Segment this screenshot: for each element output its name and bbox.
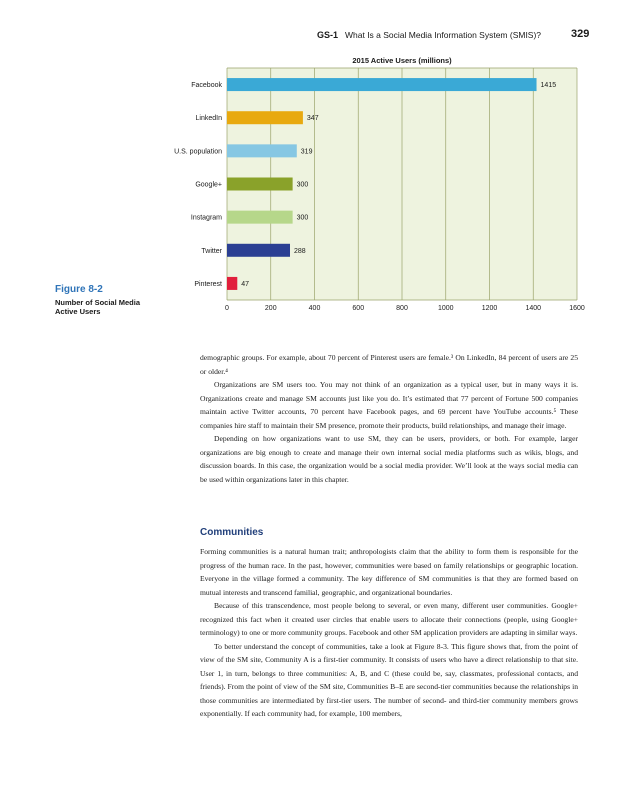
category-label: Google+: [195, 181, 222, 189]
header-title: What Is a Social Media Information System (SMIS)?: [345, 30, 542, 40]
category-label: Twitter: [201, 247, 222, 255]
bar: [227, 78, 537, 91]
body-upper: [200, 351, 578, 486]
category-label: Instagram: [190, 214, 222, 222]
bar: [227, 178, 293, 191]
bar: [227, 277, 237, 290]
paragraph-1: demographic groups. For example, about 70 percent of Pinterest users are female.³ On LinkedIn, 84 percent of users are 25 or older.⁴: [200, 353, 578, 376]
paragraph-3: Depending on how organizations want to use SM, they can be users, providers, or both. For example, larger organizations are big enough to create and manage their own internal social media platforms such as wikis, blogs, and discussion boards. In this case, the organization would be a social media provider. We’ll look at the ways social media can be used within organizations later in this chapter.: [200, 434, 578, 484]
value-label: 288: [294, 247, 306, 255]
category-label: Pinterest: [194, 280, 222, 288]
value-label: 319: [300, 148, 313, 156]
value-label: 347: [306, 115, 319, 123]
bar: [227, 111, 303, 124]
bar: [227, 144, 297, 157]
chart-title: 2015 Active Users (millions): [352, 56, 452, 65]
x-tick-label: 0: [225, 305, 229, 312]
category-label: Facebook: [191, 82, 222, 90]
body-lower: [200, 545, 578, 721]
x-tick-label: 600: [352, 305, 365, 312]
category-label: U.S. population: [174, 148, 222, 156]
x-tick-label: 200: [264, 305, 277, 312]
bar: [227, 211, 293, 224]
paragraph-6: To better understand the concept of communities, take a look at Figure 8-3. This figure shows that, from the point of view of the SM site, Community A is a first-tier community. It consists of users who have a direct relationship to that site. User 1, in turn, belongs to three communities: A, B, and C (these could be, say, classmates, professional contacts, and friends). From the point of view of the SM site, Communities B–E are second-tier communities because the relationships in those communities are intermediated by first-tier users. The number of second- and third-tier community members grows exponentially. If each community had, for example, 100 members,: [200, 641, 578, 718]
x-tick-label: 1400: [525, 305, 542, 312]
figure-number: Figure 8-2: [55, 284, 103, 295]
figure-caption: [55, 284, 195, 316]
value-label: 47: [241, 280, 250, 288]
paragraph-2: Organizations are SM users too. You may not think of an organization as a typical user, but in many ways it is. Organizations create and manage SM accounts just like you do. It’s estimated that 77 percent of Fortune 500 companies maintain active Twitter accounts, 70 percent have Facebook pages, and 69 percent have YouTube accounts.⁵ These companies hire staff to maintain their SM presence, promote their products, build relationships, and manage their image.: [200, 380, 578, 430]
paragraph-4: Forming communities is a natural human trait; anthropologists claim that the ability to form them is responsible for the progress of the human race. In the past, however, communities were based on family relationships or geographic location. Everyone in the village formed a community. The key difference of SM communities is that they are formed based on mutual interests and transcend familial, geographic, and organizational boundaries.: [200, 547, 578, 597]
bar-chart: [0, 0, 625, 330]
figure-caption-line-2: Active Users: [55, 307, 101, 316]
page-number: 329: [571, 28, 590, 40]
figure-caption-line-1: Number of Social Media: [55, 298, 141, 307]
value-label: 300: [296, 181, 309, 189]
x-tick-label: 1200: [481, 305, 498, 312]
paragraph-5: Because of this transcendence, most people belong to several, or even many, different user communities. Google+ recognized this fact when it created user circles that enable users to allocate their connections (people, using Google+ terminology) to one or more community groups. Facebook and other SM application providers are adapting in similar ways.: [200, 601, 578, 637]
x-tick-label: 1000: [437, 305, 454, 312]
x-tick-label: 800: [396, 305, 408, 312]
section-label: GS-1: [317, 30, 339, 40]
value-label: 300: [296, 214, 309, 222]
x-tick-label: 1600: [569, 305, 585, 312]
x-tick-label: 400: [308, 305, 321, 312]
value-label: 1415: [540, 82, 557, 90]
category-label: LinkedIn: [195, 115, 222, 123]
section-heading: Communities: [200, 527, 264, 538]
bar: [227, 244, 290, 257]
